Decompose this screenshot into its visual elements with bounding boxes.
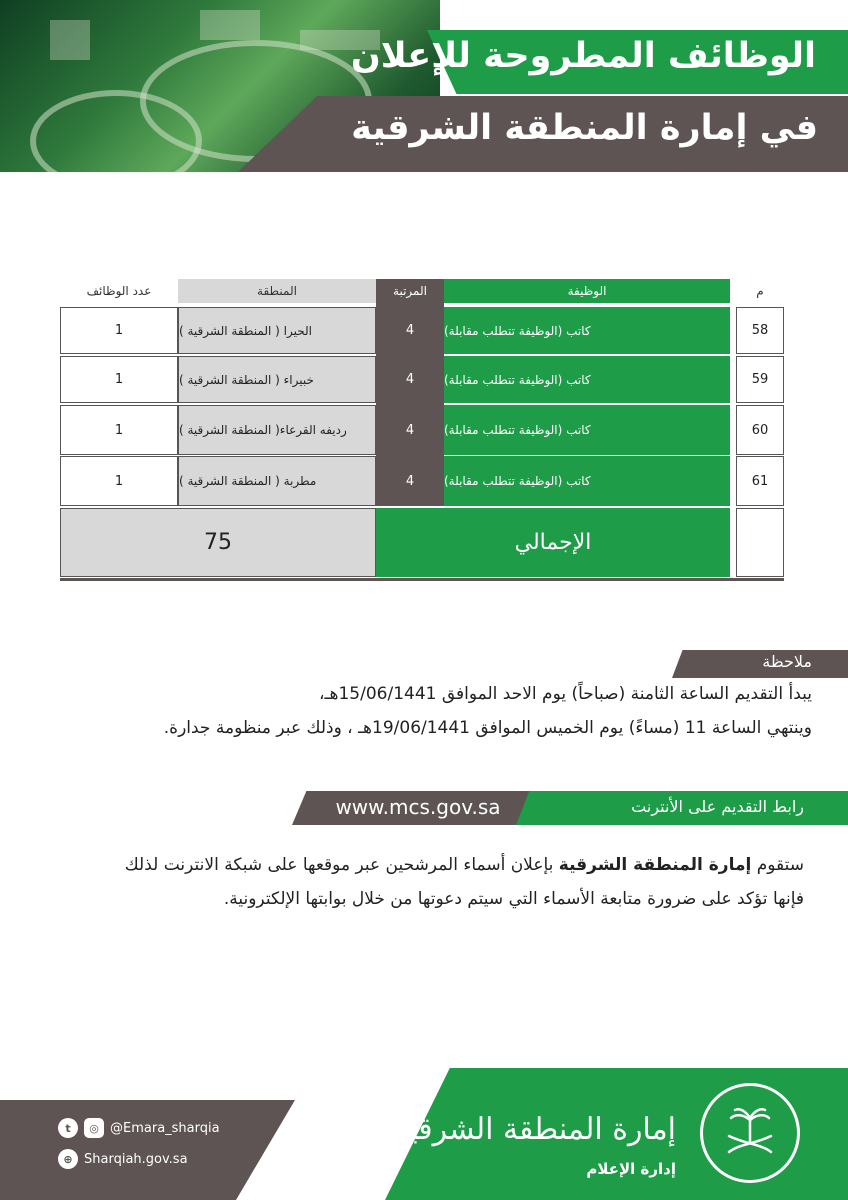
website-row	[58, 1149, 188, 1169]
website-link[interactable]: Sharqiah.gov.sa	[84, 1151, 188, 1167]
instagram-icon[interactable]: ◎	[84, 1118, 104, 1138]
note-line-1: يبدأ التقديم الساعة الثامنة (صباحاً) يوم الاحد الموافق 15/06/1441هـ،	[319, 684, 812, 704]
table-bottom-rule	[60, 578, 784, 581]
page-title: الوظائف المطروحة للإعلان	[350, 36, 816, 76]
row-num: 58	[736, 307, 784, 354]
row-rank: 4	[405, 422, 415, 438]
row-rank: 4	[405, 473, 415, 489]
row-job: كاتب (الوظيفة تتطلب مقابلة)	[444, 356, 730, 403]
brand-title: إمارة المنطقة الشرقية	[393, 1112, 676, 1147]
row-region: مطربة ( المنطقة الشرقية )	[178, 456, 376, 506]
row-count: 1	[60, 405, 178, 455]
header-count: عدد الوظائف	[86, 284, 152, 298]
total-label: الإجمالي	[376, 508, 730, 577]
header-job: الوظيفة	[444, 279, 730, 303]
note-label: ملاحظة	[762, 652, 812, 671]
social-row	[58, 1118, 220, 1138]
row-num: 61	[736, 456, 784, 506]
row-region: الحيرا ( المنطقة الشرقية )	[178, 307, 376, 354]
total-empty-cell	[736, 508, 784, 577]
note-bar	[672, 650, 848, 678]
row-num: 60	[736, 405, 784, 455]
body-line-2: فإنها تؤكد على ضرورة متابعة الأسماء التي سيتم دعوتها من خلال بوابتها الإلكترونية.	[223, 889, 804, 909]
header-rank: المرتبة	[376, 279, 444, 303]
link-label: رابط التقديم على الأنترنت	[631, 797, 804, 816]
globe-icon: ⊕	[58, 1149, 78, 1169]
row-rank: 4	[405, 372, 415, 387]
body-line-1	[125, 855, 804, 875]
row-count: 1	[60, 456, 178, 506]
body-line-1-rest: بإعلان أسماء المرشحين عبر موقعها على شبكة الانترنت لذلك	[124, 855, 554, 875]
header-num: م	[756, 284, 764, 298]
body-line-1-bold: إمارة المنطقة الشرقية	[558, 855, 752, 875]
emblem-icon	[700, 1083, 800, 1183]
body-line-1-prefix: ستقوم	[756, 855, 804, 875]
row-count: 1	[60, 356, 178, 403]
note-line-2: وينتهي الساعة 11 (مساءً) يوم الخميس الموافق 19/06/1441هـ ، وذلك عبر منظومة جدارة.	[163, 718, 812, 738]
total-value: 75	[60, 508, 376, 577]
row-count: 1	[60, 307, 178, 354]
row-region: خبيراء ( المنطقة الشرقية )	[178, 356, 376, 403]
application-link[interactable]: www.mcs.gov.sa	[335, 795, 501, 819]
jobs-table	[60, 279, 784, 579]
row-rank: 4	[405, 323, 415, 338]
page-subtitle: في إمارة المنطقة الشرقية	[351, 108, 818, 148]
row-job: كاتب (الوظيفة تتطلب مقابلة)	[444, 456, 730, 506]
social-handle[interactable]: @Emara_sharqia	[110, 1120, 220, 1136]
brand-subtitle: إدارة الإعلام	[586, 1160, 676, 1178]
row-region: رديفه القرعاء( المنطقة الشرقية )	[178, 405, 376, 455]
row-num: 59	[736, 356, 784, 403]
row-job: كاتب (الوظيفة تتطلب مقابلة)	[444, 405, 730, 455]
row-job: كاتب (الوظيفة تتطلب مقابلة)	[444, 307, 730, 354]
palm-swords-icon	[715, 1098, 785, 1168]
header-region: المنطقة	[178, 279, 376, 303]
twitter-icon[interactable]: t	[58, 1118, 78, 1138]
